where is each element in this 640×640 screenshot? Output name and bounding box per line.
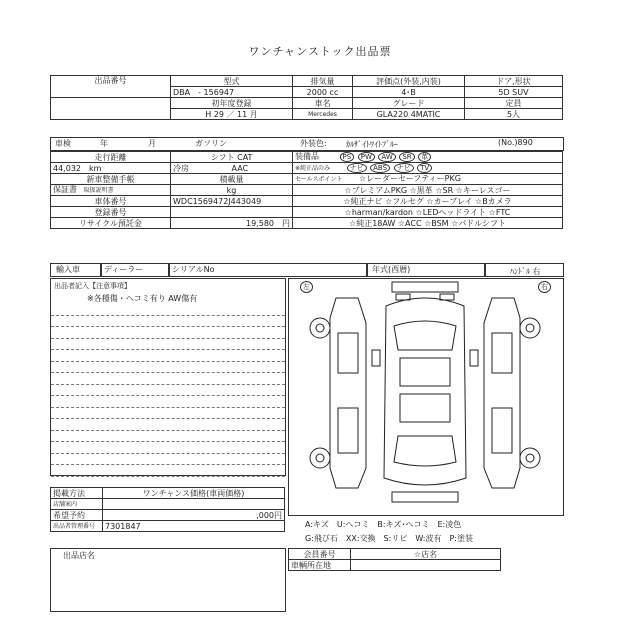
capacity-label: 定員: [465, 98, 563, 109]
equipment-label: 装備品: [295, 152, 319, 161]
note-line: [51, 419, 285, 431]
displacement-value: 2000 cc: [293, 87, 353, 98]
inspection-month: 月: [148, 139, 156, 148]
page-title: ワンチャンストック出品票: [248, 45, 392, 58]
mileage-table: [50, 151, 563, 229]
equip-abs: ABS: [370, 163, 390, 173]
divider: [484, 263, 486, 277]
mileage-label: 走行距離: [51, 152, 171, 163]
fuel-value: ガソリン: [195, 139, 227, 148]
import-dealer: ディーラー: [104, 265, 144, 274]
first-reg-label: 初年度登録: [171, 98, 293, 109]
aircon-value: AAC: [231, 163, 249, 173]
member-no-label: 会員番号: [289, 549, 351, 560]
diagram-left-label: 左: [300, 281, 313, 293]
equipment-row: [293, 152, 563, 163]
recycle-value: 19,580 円: [171, 218, 293, 229]
divider: [168, 263, 170, 277]
reg-no-value: [171, 207, 293, 218]
color-number: (No.)890: [498, 138, 533, 147]
car-name-label: 車名: [293, 98, 353, 109]
note-line: [51, 327, 285, 339]
mileage-value: 44,032 km: [51, 163, 171, 174]
sales-line-2: ☆純正ナビ ☆フルセグ ☆カープレイ ☆Bカメラ: [293, 196, 563, 207]
first-reg-value: H 29 ／ 11 月: [171, 109, 293, 120]
reg-no-label: 登録番号: [51, 207, 171, 218]
sales-line-4: ☆純正18AW ☆ACC ☆BSM ☆パドルシフト: [293, 218, 563, 229]
dealer-box: [50, 548, 286, 612]
dealer-label: 出品店名: [63, 551, 95, 560]
equipment-row-2: [293, 163, 563, 174]
import-label: 輸入車: [56, 265, 80, 274]
equip-aw: AW: [378, 152, 395, 162]
listing-value: ワンチャンス価格(車両価格): [103, 488, 285, 499]
warranty-cell: [51, 185, 171, 196]
vin-value: WDC1569472J443049: [171, 196, 293, 207]
color-label: 外装色:: [300, 139, 327, 148]
grade-value: GLA220 4MATIC: [353, 109, 465, 120]
car-name-value: Mercedes: [293, 109, 353, 120]
recycle-label: リサイクル預託金: [51, 218, 171, 229]
damage-legend-1: A:キズ U:ヘコミ B:キズ･ヘコミ E:凌色: [305, 520, 462, 529]
aircon-label: 冷房: [173, 163, 189, 173]
sales-point-label: セールスポイント: [295, 176, 343, 183]
color-value: ｶﾙｻﾞｲﾄﾜｲﾄﾌﾞﾙｰ: [346, 140, 398, 149]
sales-line-1: ☆プレミアムPKG ☆黒革 ☆SR ☆キーレスゴー: [293, 185, 563, 196]
member-value: 7301847: [103, 521, 285, 532]
member-label: 出品者管理番号: [51, 521, 103, 532]
warranty-label: 保証書: [53, 185, 77, 194]
note-line: [51, 465, 285, 477]
displacement-label: 排気量: [293, 76, 353, 87]
sales-point-1: ☆レーダーセーフティーPKG: [359, 174, 461, 183]
note-line: [51, 396, 285, 408]
shop-name-label: ☆店名: [351, 549, 501, 560]
inspection-label: 車検: [55, 139, 71, 148]
equip-leather: 革: [418, 152, 431, 162]
door-value: 5D SUV: [465, 87, 563, 98]
door-label: ドア,形状: [465, 76, 563, 87]
load-value: kg: [171, 185, 293, 196]
listing-label: 掲載方法: [51, 488, 103, 499]
manual-label: 取扱説明書: [83, 187, 114, 194]
note-line: [51, 362, 285, 374]
location-label: 車輌所在地: [289, 560, 351, 571]
lot-no-label: 出品番号: [51, 76, 171, 98]
equip-pw: PW: [358, 152, 375, 162]
vehicle-info-table: [50, 75, 563, 120]
note-line: [51, 350, 285, 362]
equip-navi: ナビ: [347, 163, 367, 173]
car-diagram-icon: [288, 278, 562, 514]
member-table: [288, 548, 501, 571]
equip-ps: PS: [340, 152, 355, 162]
shop-label: 店舗案内: [51, 499, 103, 510]
notes-line-1: ※各種傷・ヘコミ有り AW傷有: [87, 294, 198, 303]
score-label: 評価点(外装,内装): [353, 76, 465, 87]
model-value: DBA - 156947: [171, 87, 293, 98]
model-label: 型式: [171, 76, 293, 87]
divider: [366, 263, 368, 277]
offer-value: ,000円: [103, 510, 285, 521]
equip-genuine-label: ※純正品のみ: [295, 165, 331, 172]
note-line: [51, 442, 285, 454]
note-line: [51, 316, 285, 328]
sales-line-3: ☆harman/kardon ☆LEDヘッドライト ☆FTC: [293, 207, 563, 218]
offer-label: 希望予約: [51, 510, 103, 521]
aircon-cell: [171, 163, 293, 174]
grade-label: グレード: [353, 98, 465, 109]
note-line: [51, 385, 285, 397]
note-line: [51, 373, 285, 385]
diagram-right-label: 右: [538, 281, 551, 293]
location-value: [351, 560, 501, 571]
notes-box: [50, 278, 286, 476]
load-label: 積載量: [171, 174, 293, 185]
handle-label: ﾊﾝﾄﾞﾙ 右: [510, 267, 541, 276]
serial-label: シリアルNo: [172, 265, 215, 274]
equip-sr: SR: [399, 152, 414, 162]
listing-table: [50, 487, 285, 532]
divider: [100, 263, 102, 277]
new-car-warranty-label: 新車整備手帳: [51, 174, 171, 185]
note-line: [51, 339, 285, 351]
note-line: [51, 408, 285, 420]
damage-legend-2: G:飛び石 XX:交換 S:リピ W:波有 P:塗装: [305, 534, 473, 543]
sales-point-row: [293, 174, 563, 185]
note-line: [51, 431, 285, 443]
notes-title: 出品者記入【注意事項】: [54, 282, 131, 290]
equip-navi-2: ナビ: [394, 163, 414, 173]
inspection-year: 年: [100, 139, 108, 148]
score-value: 4･B: [353, 87, 465, 98]
shift-label: シフト CAT: [171, 152, 293, 163]
lot-no-blank: [51, 98, 171, 120]
capacity-value: 5人: [465, 109, 563, 120]
note-line: [51, 454, 285, 466]
year-label: 年式(西暦): [372, 265, 411, 274]
equip-tv: TV: [417, 163, 432, 173]
shop-value: [103, 499, 285, 510]
vin-label: 車体番号: [51, 196, 171, 207]
note-line: [51, 304, 285, 316]
